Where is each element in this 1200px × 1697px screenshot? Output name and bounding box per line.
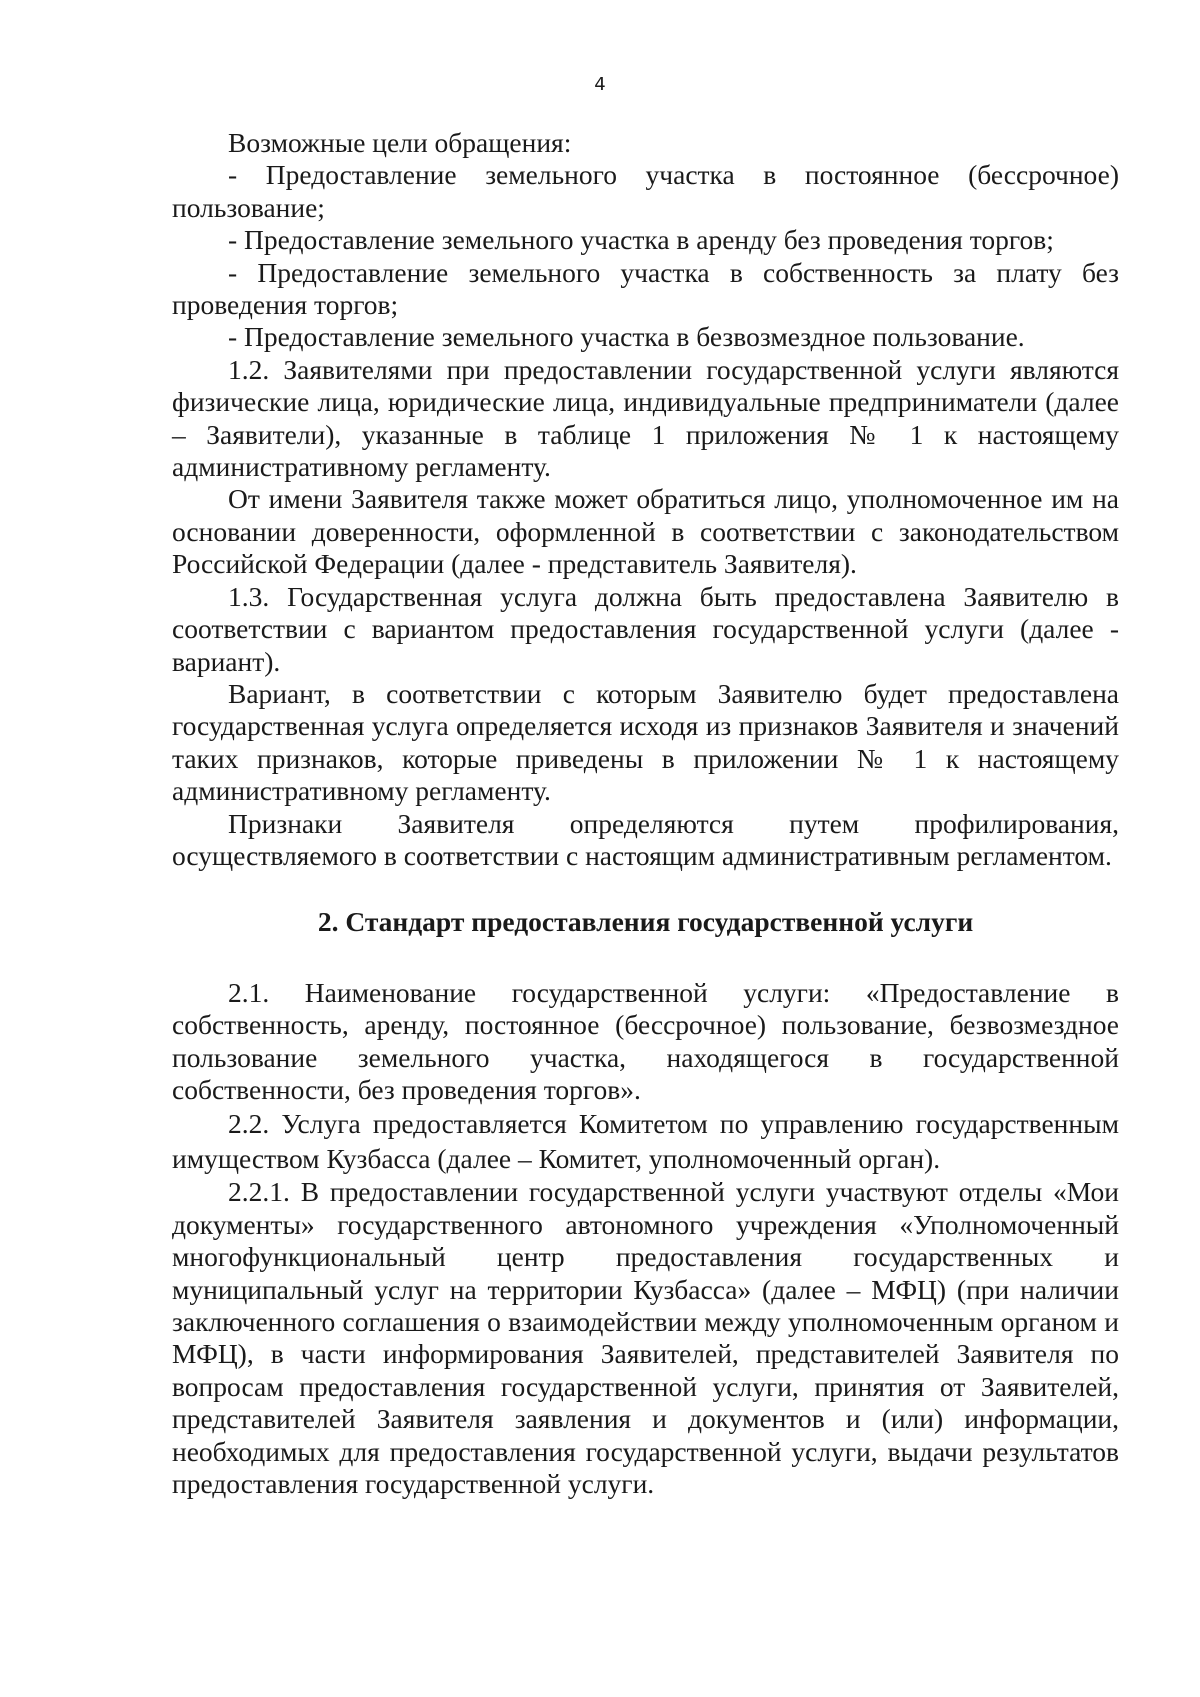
paragraph-signs: Признаки Заявителя определяются путем профилирования, осуществляемого в соответствии с настоящим административным регламентом. bbox=[172, 807, 1119, 871]
paragraph-1-3: 1.3. Государственная услуга должна быть предоставлена Заявителю в соответствии с вариантом предоставления государственной услуги (далее - вариант). bbox=[172, 580, 1119, 677]
paragraph-representative: От имени Заявителя также может обратиться лицо, уполномоченное им на основании доверенности, оформленной в соответствии с законодательством Российской Федерации (далее - представитель Заявителя). bbox=[172, 483, 1119, 580]
paragraph-variant: Вариант, в соответствии с которым Заявителю будет предоставлена государственная услуга определяется исходя из признаков Заявителя и значений таких признаков, которые приведены в приложении № 1 к настоящему административному регламенту. bbox=[172, 677, 1119, 807]
section-2-heading: 2. Стандарт предоставления государственной услуги bbox=[317, 906, 974, 938]
paragraph-2-2: 2.2. Услуга предоставляется Комитетом по управлению государственным имуществом Кузбасса (далее – Комитет, уполномоченный орган). bbox=[172, 1108, 1119, 1175]
goal-item-ownership: - Предоставление земельного участка в собственность за плату без проведения торгов; bbox=[172, 256, 1119, 321]
page-number: 4 bbox=[594, 74, 606, 95]
paragraph-1-2: 1.2. Заявителями при предоставлении государственной услуги являются физические лица, юридические лица, индивидуальные предприниматели (далее – Заявители), указанные в таблице 1 приложения № 1 к настоящему административному регламенту. bbox=[172, 353, 1119, 483]
paragraph-2-1: 2.1. Наименование государственной услуги: «Предоставление в собственность, аренду, постоянное (бессрочное) пользование, безвозмездное пользование земельного участка, находящегося в государственной собственности, без проведения торгов». bbox=[172, 976, 1119, 1105]
goal-item-permanent-use: - Предоставление земельного участка в постоянное (бессрочное) пользование; bbox=[172, 159, 1119, 223]
goals-intro: Возможные цели обращения: bbox=[228, 127, 572, 158]
goal-item-free-use: - Предоставление земельного участка в безвозмездное пользование. bbox=[228, 321, 1025, 353]
paragraph-2-2-1: 2.2.1. В предоставлении государственной услуги участвуют отделы «Мои документы» государственного автономного учреждения «Уполномоченный многофункциональный центр предоставления государственных и муниципальный услуг на территории Кузбасса» (далее – МФЦ) (при наличии заключенного соглашения о взаимодействии между уполномоченным органом и МФЦ), в части информирования Заявителей, представителей Заявителя по вопросам предоставления государственной услуги, принятия от Заявителей, представителей Заявителя заявления и документов и (или) информации, необходимых для предоставления государственной услуги, выдачи результатов предоставления государственной услуги. bbox=[172, 1176, 1119, 1500]
document-body bbox=[172, 127, 1119, 1500]
goal-item-lease: - Предоставление земельного участка в аренду без проведения торгов; bbox=[228, 224, 1054, 256]
